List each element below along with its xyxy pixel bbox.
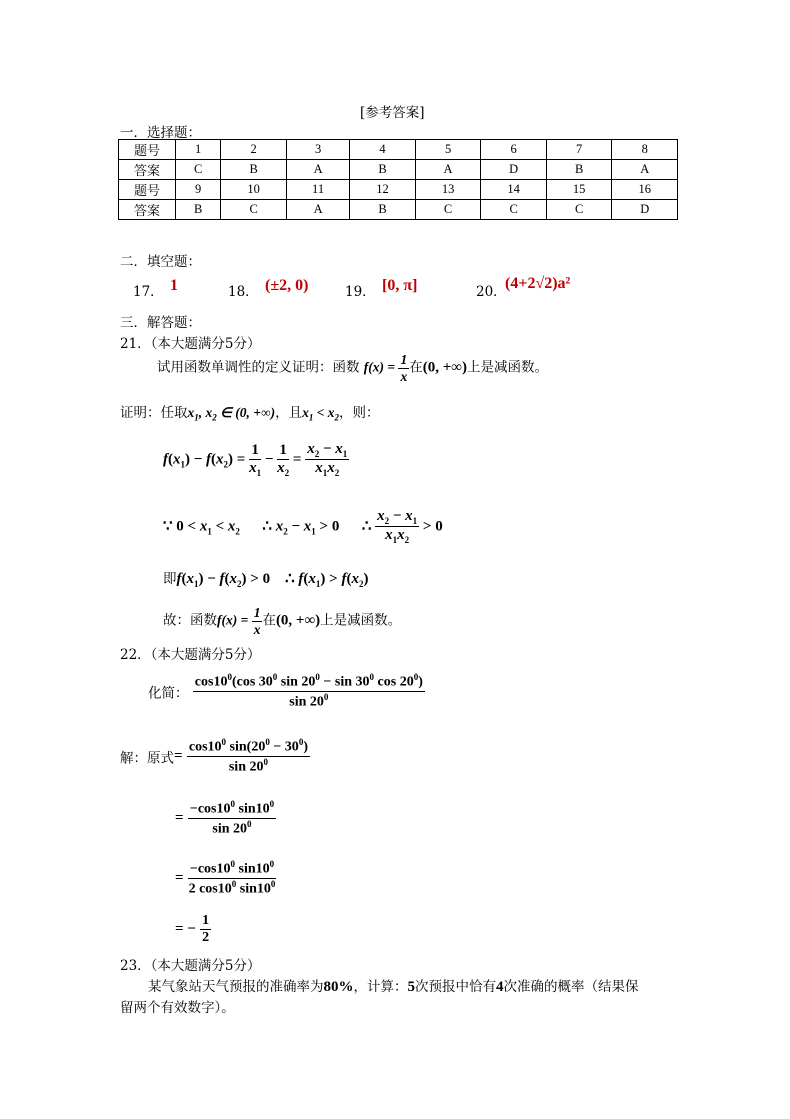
fill-answer: (4+2√2)a² <box>505 275 571 292</box>
q21-prompt: 试用函数单调性的定义证明：函数 f(x) = $\frac{1}{x}$ 在(0, +∞)上是减函数。 <box>157 352 548 384</box>
table-row <box>119 140 678 160</box>
q22-step2: = $\frac{-\cos 10^0 \sin 10^0}{\sin 20^0}$ <box>175 799 275 837</box>
formula-fraction: $\frac{\cos 10^0(\cos 30^0 \sin 20^0 - \sin 30^0 \cos 20^0)}{\sin 20^0}$ <box>194 672 423 710</box>
cell: 5 <box>415 140 481 160</box>
table-row <box>119 200 678 220</box>
formula: $f(x_1) - f(x_2) > 0$ ∴ $f(x_1) > f(x_2)$ <box>176 571 369 589</box>
section2-heading: 二．填空题： <box>120 254 201 270</box>
table-row <box>119 160 678 180</box>
cell: 12 <box>350 180 416 200</box>
cell: A <box>286 160 349 180</box>
cell: C <box>481 200 547 220</box>
fill-num: 19． <box>345 284 376 300</box>
cell: 3 <box>286 140 349 160</box>
cell: 9 <box>176 180 221 200</box>
cell: A <box>415 160 481 180</box>
q22-step4: = − $\frac{1}{2}$ <box>175 913 210 946</box>
q21-line4: 即$f(x_1) - f(x_2) > 0$ ∴ $f(x_1) > f(x_2)$ <box>163 571 369 589</box>
q23-header: 23．（本大题满分5分） <box>120 958 261 974</box>
q22-solution: 解：原式= $\frac{\cos 10^0 \sin(20^0 - 30^0)}{\sin 20^0}$ <box>120 737 308 775</box>
fill-answer: (±2, 0) <box>265 277 309 294</box>
section1-heading: 一．选择题： <box>120 125 201 141</box>
fill-answer: [0, π] <box>382 277 418 294</box>
q22-step3: = $\frac{-\cos 10^0 \sin 10^0}{2 \cos 10^0 \sin 10^0}$ <box>175 859 276 897</box>
cell: B <box>350 160 416 180</box>
row-label: 题号 <box>119 140 176 160</box>
formula-interval: (0, +∞) <box>275 612 321 629</box>
cell: 4 <box>350 140 416 160</box>
cell: 15 <box>546 180 612 200</box>
formula: $x_1 < x_2$ <box>302 405 340 423</box>
section3-heading: 三．解答题： <box>120 315 201 331</box>
q23-line2: 留两个有效数字）。 <box>120 1000 235 1016</box>
cell: B <box>546 160 612 180</box>
cell: B <box>350 200 416 220</box>
row-label: 答案 <box>119 200 176 220</box>
table-row <box>119 180 678 200</box>
cell: C <box>546 200 612 220</box>
cell: A <box>612 160 678 180</box>
q23-line1: 某气象站天气预报的准确率为80%，计算：5次预报中恰有4次准确的概率（结果保 <box>148 979 639 995</box>
q21-conclusion: 故：函数f(x) = $\frac{1}{x}$ 在(0, +∞)上是减函数。 <box>163 605 402 637</box>
cell: C <box>221 200 287 220</box>
formula-fraction: $\frac{1}{x}$ <box>400 352 408 384</box>
cell: 8 <box>612 140 678 160</box>
formula-interval: (0, +∞) <box>422 359 467 376</box>
cell: D <box>481 160 547 180</box>
cell: B <box>221 160 287 180</box>
row-label: 答案 <box>119 160 176 180</box>
cell: 16 <box>612 180 678 200</box>
formula-ineq: ∵ $0 < x_1 < x_2$ ∴ $x_2 - x_1 > 0$ ∴ $\frac{x_2 - x_1}{x_1x_2}$ > 0 <box>163 508 443 546</box>
cell: A <box>286 200 349 220</box>
cell: C <box>415 200 481 220</box>
row-label: 题号 <box>119 180 176 200</box>
cell: 6 <box>481 140 547 160</box>
cell: 13 <box>415 180 481 200</box>
cell: 11 <box>286 180 349 200</box>
cell: 1 <box>176 140 221 160</box>
formula-diff: $f(x_1) - f(x_2)$ = $\frac{1}{x_1}$ − $\frac{1}{x_2}$ = $\frac{x_2 - x_1}{x_1x_2}$ <box>163 441 348 479</box>
cell: C <box>176 160 221 180</box>
q22-header: 22．（本大题满分5分） <box>120 647 261 663</box>
fill-num: 17． <box>133 284 164 300</box>
formula: f(x) = <box>217 612 252 628</box>
formula: $x_1$, $x_2$ ∈ (0, +∞) <box>187 405 276 423</box>
q22-prompt: 化简： $\frac{\cos 10^0(\cos 30^0 \sin 20^0 - \sin 30^0 \cos 20^0)}{\sin 20^0}$ <box>148 672 423 710</box>
formula: f(x) = <box>363 359 399 375</box>
fill-num: 20． <box>476 284 507 300</box>
cell: 2 <box>221 140 287 160</box>
cell: 10 <box>221 180 287 200</box>
answer-table <box>118 139 678 220</box>
formula-fraction: $\frac{1}{x}$ <box>253 605 261 637</box>
cell: D <box>612 200 678 220</box>
cell: 14 <box>481 180 547 200</box>
fill-num: 18． <box>228 284 259 300</box>
q21-header: 21．（本大题满分5分） <box>120 336 261 352</box>
formula-fraction: $\frac{\cos 10^0 \sin(20^0 - 30^0)}{\sin 20^0}$ <box>188 737 308 775</box>
q21-proof-line: 证明：任取$x_1$, $x_2$ ∈ (0, +∞)，且$x_1 < x_2$，则： <box>120 405 380 423</box>
page-title: [参考答案] <box>360 105 425 121</box>
cell: B <box>176 200 221 220</box>
cell: 7 <box>546 140 612 160</box>
fill-answer: 1 <box>170 277 178 294</box>
